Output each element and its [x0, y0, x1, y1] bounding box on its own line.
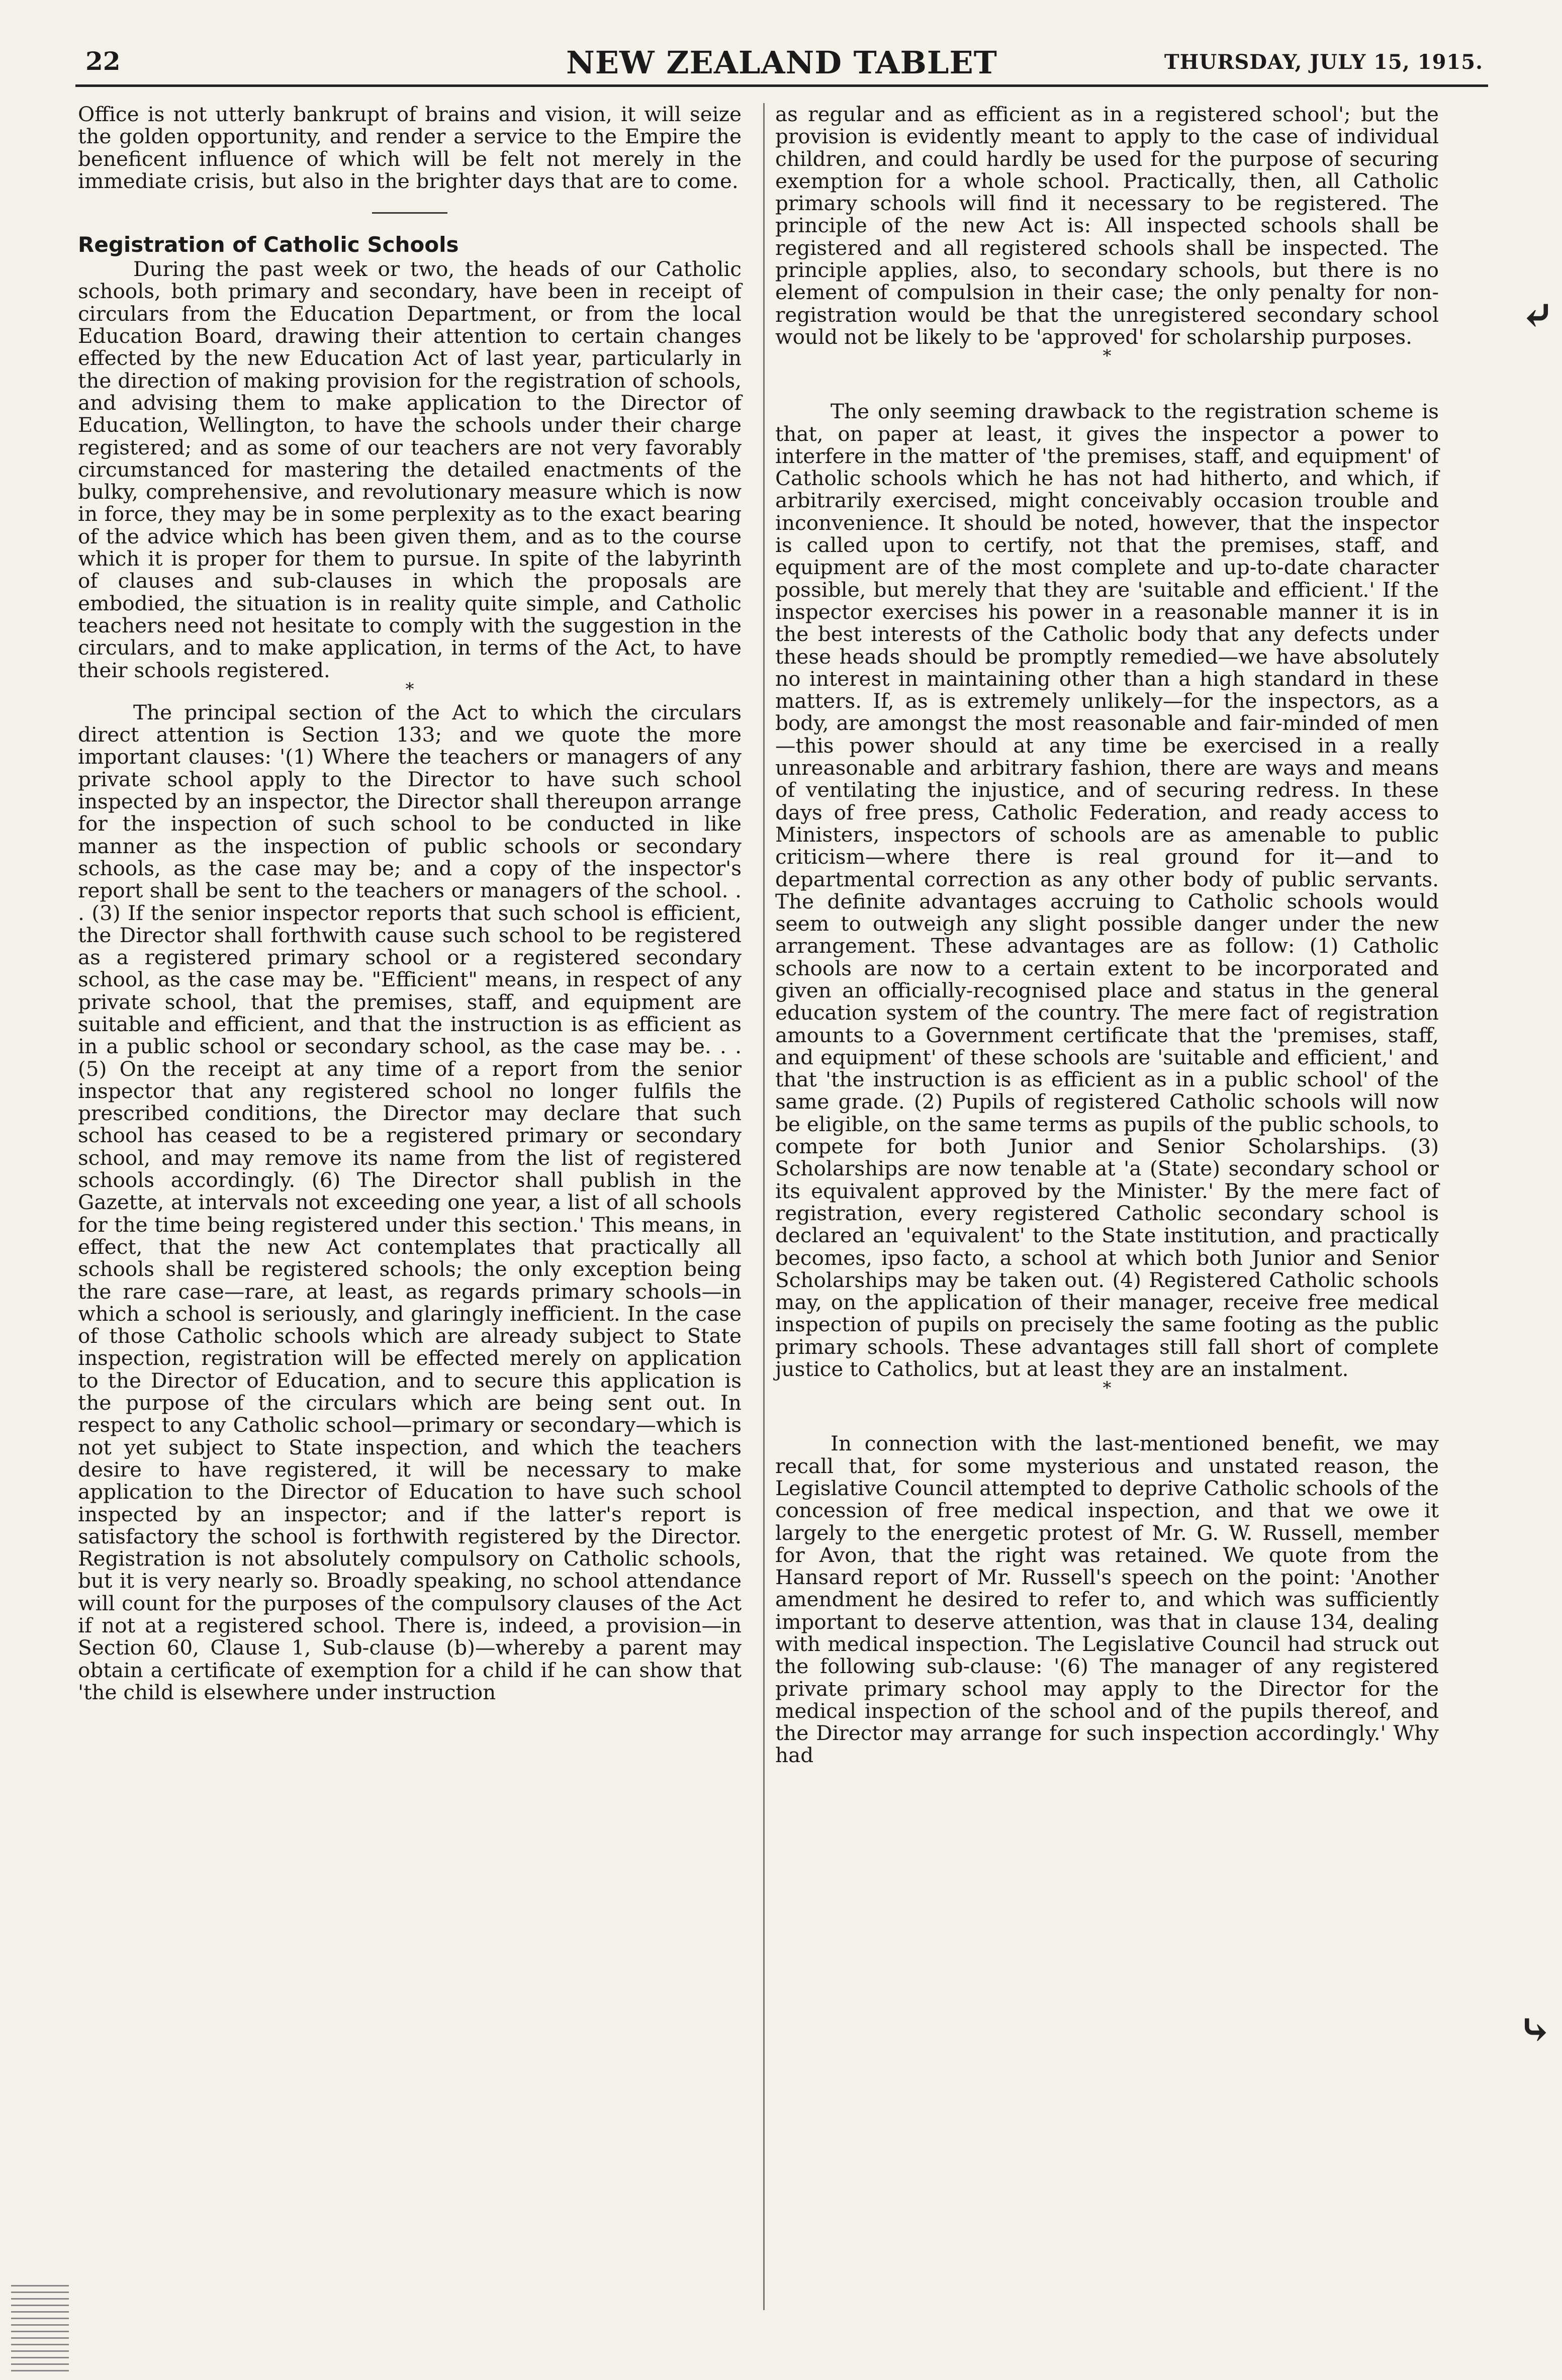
- section-star: *: [1102, 1378, 1112, 1399]
- margin-mark-icon: ⤶: [1521, 292, 1555, 339]
- section-heading: Registration of Catholic Schools: [78, 232, 459, 257]
- section-star: *: [1102, 346, 1112, 367]
- spacer: [775, 368, 1439, 400]
- masthead: NEW ZEALAND TABLET: [566, 44, 997, 81]
- right-paragraph-1: as regular and as efficient as in a registered school'; but the provision is evidently meant to apply to the case of individual children, and could hardly be used for the purpose of securing exemption for a whole school. Practically, then, all Catholic primary schools will find it necessary to be registered. The principle of the new Act is: All inspected schools shall be registered and all registered schools shall be inspected. The principle applies, also, to secondary schools, but there is no element of compulsion in their case; the only penalty for non-registration would be that the unregistered secondary school would not be likely to be 'approved' for scholarship purposes.: [775, 102, 1439, 349]
- right-column: [775, 103, 1439, 1767]
- left-paragraph-1: Office is not utterly bankrupt of brains and vision, it will seize the golden opportunity, and render a service to the Empire the beneficent influence of which will be felt not merely in the immediate crisis, but also in the brighter days that are to come.: [78, 102, 742, 193]
- section-star: *: [405, 679, 414, 699]
- page-header: [75, 44, 1488, 87]
- right-paragraph-2: The only seeming drawback to the registration scheme is that, on paper at least, it gives the inspector a power to interfere in the matter of 'the premises, staff, and equipment' of Catholic schools which he has not had hitherto, and which, if arbitrarily exercised, might conceivably occasion trouble and inconvenience. It should be noted, however, that the inspector is called upon to certify, not that the premises, staff, and equipment are of the most complete and up-to-date character possible, but merely that they are 'suitable and efficient.' If the inspector exercises his power in a reasonable manner it is in the best interests of the Catholic body that any defects under these heads should be promptly remedied—we have absolutely no interest in maintaining other than a high standard in these matters. If, as is extremely unlikely—for the inspectors, as a body, are amongst the most reasonable and fair-minded of men—this power should at any time be exercised in a really unreasonable and arbitrary fashion, there are ways and means of ventilating the injustice, and of securing redress. In these days of free press, Catholic Federation, and ready access to Ministers, inspectors of schools are as amenable to public criticism—where there is real ground for it—and to departmental correction as any other body of public servants. The definite advantages accruing to Catholic schools would seem to outweigh any slight possible danger under the new arrangement. These advantages are as follow: (1) Catholic schools are now to a certain extent to be incorporated and given an officially-recognised place and status in the general education system of the country. The mere fact of registration amounts to a Government certificate that the 'premises, staff, and equipment' of these schools are 'suitable and efficient,' and that 'the instruction is as efficient as in a public school' of the same grade. (2) Pupils of registered Catholic schools will now be eligible, on the same terms as pupils of the public schools, to compete for both Junior and Senior Scholarships. (3) Scholarships are now tenable at 'a (State) secondary school or its equivalent approved by the Minister.' By the mere fact of registration, every registered Catholic secondary school is declared an 'equivalent' to the State institution, and practically becomes, ipso facto, a school at which both Junior and Senior Scholarships may be taken out. (4) Registered Catholic schools may, on the application of their manager, receive free medical inspection of pupils on precisely the same footing as the public primary schools. These advantages still fall short of complete justice to Catholics, but at least they are an instalment.: [775, 399, 1439, 1382]
- right-paragraph-3: In connection with the last-mentioned benefit, we may recall that, for some mysterious and unstated reason, the Legislative Council attempted to deprive Catholic schools of the concession of free medical inspection, and that we owe it largely to the energetic protest of Mr. G. W. Russell, member for Avon, that the right was retained. We quote from the Hansard report of Mr. Russell's speech on the point: 'Another amendment he desired to refer to, and which was sufficiently important to deserve attention, was that in clause 134, dealing with medical inspection. The Legislative Council had struck out the following sub-clause: '(6) The manager of any registered private primary school may apply to the Director for the medical inspection of the school and of the pupils thereof, and the Director may arrange for such inspection accordingly.' Why had: [775, 1431, 1439, 1768]
- left-paragraph-2: During the past week or two, the heads of our Catholic schools, both primary and secondary, have been in receipt of circulars from the Education Department, or from the local Education Board, drawing their attention to certain changes effected by the new Education Act of last year, particularly in the direction of making provision for the registration of schools, and advising them to make application to the Director of Education, Wellington, to have the schools under their charge registered; and as some of our teachers are not very favorably circumstanced for mastering the detailed enactments of the bulky, comprehensive, and revolutionary measure which is now in force, they may be in some perplexity as to the exact bearing of the advice which has been given them, and as to the course which it is proper for them to pursue. In spite of the labyrinth of clauses and sub-clauses in which the proposals are embodied, the situation is in reality quite simple, and Catholic teachers need not hesitate to comply with the suggestion in the circulars, and to make application, in terms of the Act, to have their schools registered.: [78, 257, 742, 682]
- page-number: 22: [85, 46, 121, 76]
- section-rule: [372, 212, 447, 214]
- column-divider: [763, 103, 765, 2310]
- margin-mark-icon: ⤷: [1518, 2006, 1552, 2053]
- spacer: [775, 1400, 1439, 1432]
- edge-marks: [11, 2285, 69, 2376]
- left-column: [78, 103, 742, 1703]
- dateline: THURSDAY, JULY 15, 1915.: [1164, 50, 1483, 74]
- left-paragraph-3: The principal section of the Act to which the circulars direct attention is Section 133; and we quote the more important clauses: '(1) Where the teachers or managers of any private school apply to the Director to have such school inspected by an inspector, the Director shall thereupon arrange for the inspection of such school to be conducted in like manner as the inspection of public schools or secondary schools, as the case may be; and a copy of the inspector's report shall be sent to the teachers or managers of the school. . . (3) If the senior inspector reports that such school is efficient, the Director shall forthwith cause such school to be registered as a registered primary school or a registered secondary school, as the case may be. "Efficient" means, in respect of any private school, that the premises, staff, and equipment are suitable and efficient, and that the instruction is as efficient as in a public school or secondary school, as the case may be. . . (5) On the receipt at any time of a report from the senior inspector that any registered school no longer fulfils the prescribed conditions, the Director may declare that such school has ceased to be a registered primary or secondary school, and may remove its name from the list of registered schools accordingly. (6) The Director shall publish in the Gazette, at intervals not exceeding one year, a list of all schools for the time being registered under this section.' This means, in effect, that the new Act contemplates that practically all schools shall be registered schools; the only exception being the rare case—rare, at least, as regards primary schools—in which a school is seriously, and glaringly inefficient. In the case of those Catholic schools which are already subject to State inspection, registration will be effected merely on application to the Director of Education, and to secure this application is the purpose of the circulars which are being sent out. In respect to any Catholic school—primary or secondary—which is not yet subject to State inspection, and which the teachers desire to have registered, it will be necessary to make application to the Director of Education to have such school inspected by an inspector; and if the latter's report is satisfactory the school is forthwith registered by the Director. Registration is not absolutely compulsory on Catholic schools, but it is very nearly so. Broadly speaking, no school attendance will count for the purposes of the compulsory clauses of the Act if not at a registered school. There is, indeed, a provision—in Section 60, Clause 1, Sub-clause (b)—whereby a parent may obtain a certificate of exemption for a child if he can show that 'the child is elsewhere under instruction: [78, 700, 742, 1704]
